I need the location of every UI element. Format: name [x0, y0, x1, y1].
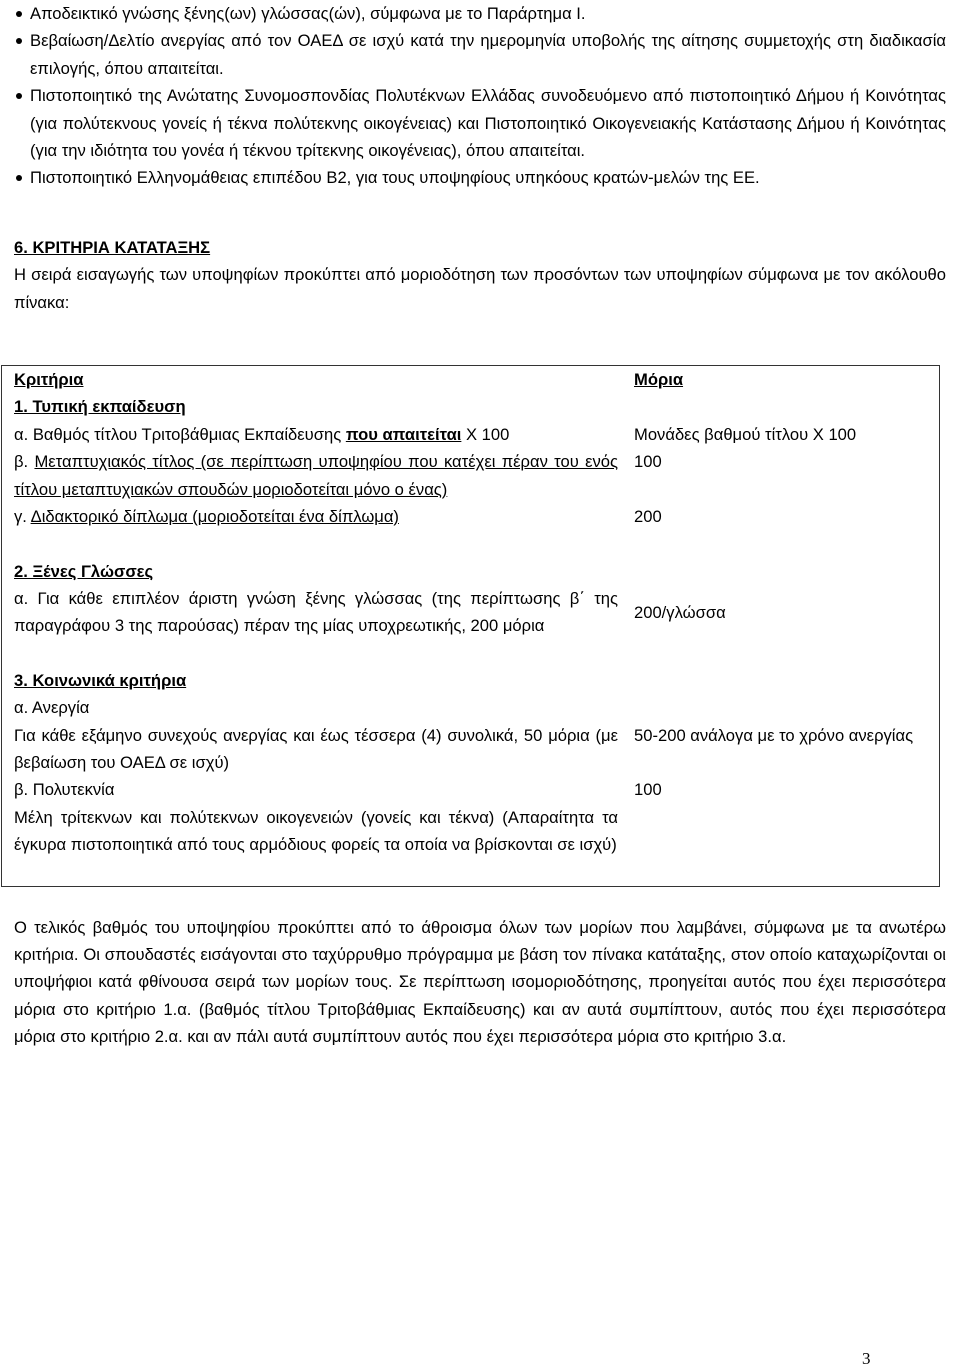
list-item: Αποδεικτικό γνώσης ξένης(ων) γλώσσας(ών), σύμφωνα με το Παράρτημα Ι. — [14, 0, 946, 27]
table-row — [2, 503, 940, 530]
document-page — [14, 0, 946, 1051]
group-title-education: 1. Τυπική εκπαίδευση — [14, 397, 186, 417]
table-row — [2, 694, 940, 721]
points-large-family: 100 — [634, 780, 662, 800]
points-unemployment: 50-200 ανάλογα με το χρόνο ανεργίας — [634, 725, 914, 745]
table-row — [2, 804, 940, 859]
points-doctorate: 200 — [634, 507, 662, 527]
criterion-language: α. Για κάθε επιπλέον άριστη γνώση ξένης γλώσσας (της περίπτωσης β΄ της παραγράφου 3 της παρούσας) πέραν της μίας υποχρεωτικής, 200 μόρια — [14, 588, 618, 636]
criterion-unemployment-title: α. Ανεργία — [14, 698, 90, 718]
required-documents-list — [14, 0, 946, 192]
final-paragraph: Ο τελικός βαθμός του υποψηφίου προκύπτει από το άθροισμα όλων των μορίων που λαμβάνει, σύμφωνα με τα ανωτέρω κριτήρια. Οι σπουδαστές εισάγονται στο ταχύρρυθμο πρόγραμμα με βάση τον πίνακα κατάταξης, στον οποίο καταχωρίζονται οι υποψήφιοι κατά φθίνουσα σειρά των μορίων τους. Σε περίπτωση ισομοριοδότησης, προηγείται αυτός που έχει περισσότερα μόρια στο κριτήριο 1.α. (βαθμός τίτλου Τριτοβάθμιας Εκπαίδευσης) και αν αυτά συμπίπτουν, αυτός που έχει περισσότερα μόρια στο κριτήριο 2.α. και αν πάλι αυτά συμπίπτουν αυτός που έχει περισσότερα μόρια στο κριτήριο 3.α. — [14, 917, 946, 1047]
table-row — [2, 558, 940, 585]
list-item: Πιστοποιητικό Ελληνομάθειας επιπέδου Β2, για τους υποψηφίους υπηκόους κρατών-μελών της ΕΕ. — [14, 164, 946, 191]
table-row — [2, 722, 940, 777]
table-header-row — [2, 366, 940, 394]
points-masters: 100 — [634, 452, 662, 472]
section-title: 6. ΚΡΙΤΗΡΙΑ ΚΑΤΑΤΑΞΗΣ — [14, 237, 211, 257]
table-row — [2, 421, 940, 448]
table-row — [2, 776, 940, 803]
page-number: 3 — [862, 1349, 871, 1368]
list-item: Βεβαίωση/Δελτίο ανεργίας από τον ΟΑΕΔ σε ισχύ κατά την ημερομηνία υποβολής της αίτησης συμμετοχής στη διαδικασία επιλογής, όπου απαιτείται. — [14, 27, 946, 82]
criterion-large-family-title: β. Πολυτεκνία — [14, 780, 115, 800]
table-row — [2, 448, 940, 503]
criterion-degree-grade: α. Βαθμός τίτλου Τριτοβάθμιας Εκπαίδευσης που απαιτείται Χ 100 — [14, 424, 510, 444]
criterion-doctorate: γ. Διδακτορικό δίπλωμα (μοριοδοτείται ένα δίπλωμα) — [14, 507, 399, 527]
criterion-unemployment: Για κάθε εξάμηνο συνεχούς ανεργίας και έως τέσσερα (4) συνολικά, 50 μόρια (με βεβαίωση του ΟΑΕΔ σε ισχύ) — [14, 725, 618, 772]
criterion-large-family: Μέλη τρίτεκνων και πολύτεκνων οικογενειών (γονείς και τέκνα) (Απαραίτητα τα έγκυρα πιστοποιητικά από τους αρμόδιους φορείς τα οποία να βρίσκονται σε ισχύ) — [14, 807, 618, 855]
criteria-table — [1, 365, 940, 887]
list-item: Πιστοποιητικό της Ανώτατης Συνομοσπονδίας Πολυτέκνων Ελλάδας συνοδευόμενο από πιστοποιητικό Δήμου ή Κοινότητας (για πολύτεκνους γονείς ή τέκνα πολύτεκνης οικογένειας) και Πιστοποιητικό Οικογενειακής Κατάστασης Δήμου ή Κοινότητας (για την ιδιότητα του γονέα ή τέκνου τρίτεκνης οικογένειας), όπου απαιτείται. — [14, 82, 946, 164]
table-row — [2, 393, 940, 420]
group-title-languages: 2. Ξένες Γλώσσες — [14, 561, 154, 581]
points-language: 200/γλώσσα — [634, 602, 726, 622]
group-title-social: 3. Κοινωνικά κριτήρια — [14, 670, 187, 690]
header-points: Μόρια — [634, 370, 684, 390]
table-row — [2, 667, 940, 694]
section-intro: Η σειρά εισαγωγής των υποψηφίων προκύπτει από μοριοδότηση των προσόντων των υποψηφίων σύμφωνα με τον ακόλουθο πίνακα: — [14, 265, 946, 312]
table-row — [2, 585, 940, 640]
points-degree-grade: Μονάδες βαθμού τίτλου Χ 100 — [634, 424, 857, 444]
header-criteria: Κριτήρια — [14, 370, 84, 390]
criterion-masters: β. Μεταπτυχιακός τίτλος (σε περίπτωση υποψηφίου που κατέχει πέραν του ενός τίτλου μεταπτυχιακών σπουδών μοριοδοτείται μόνο ο ένας) — [14, 452, 618, 499]
